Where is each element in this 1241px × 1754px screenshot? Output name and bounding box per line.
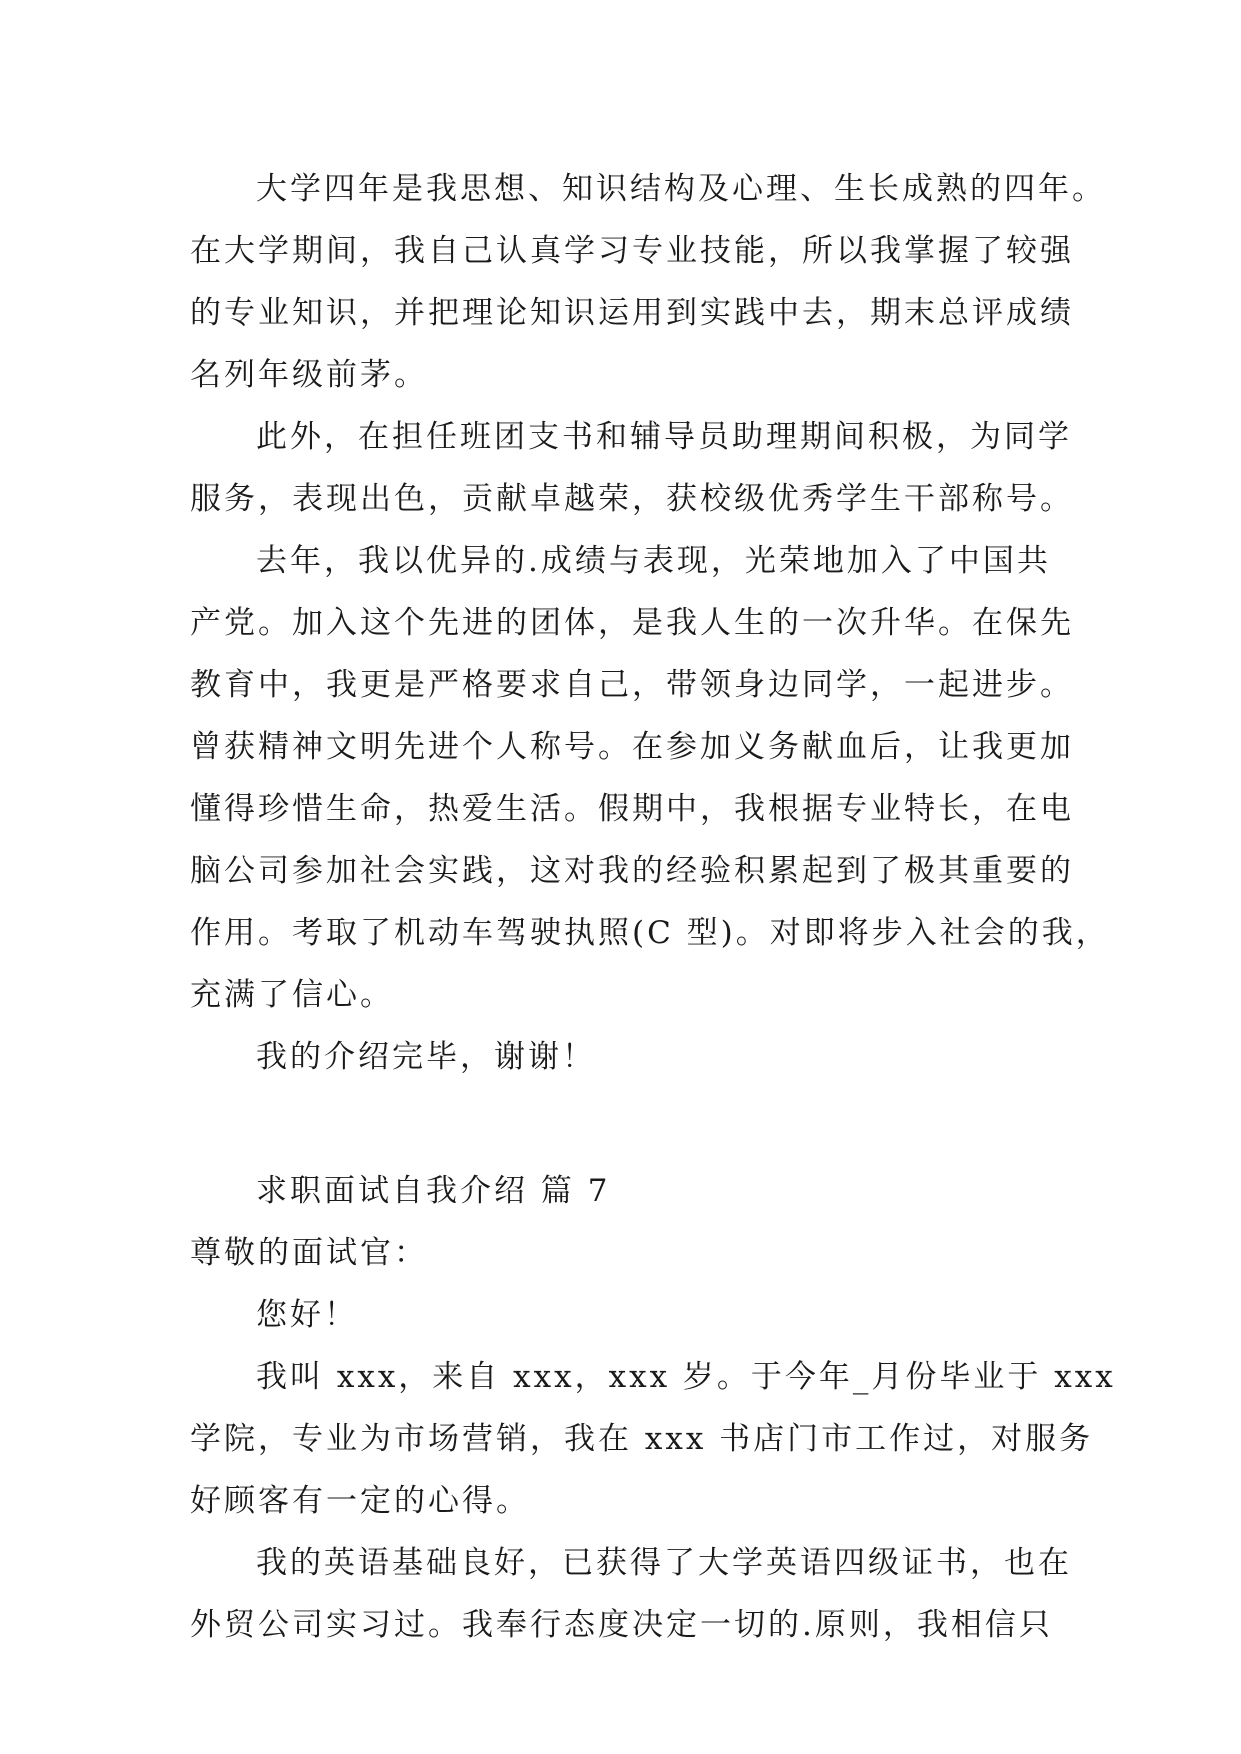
- text-line: 我的英语基础良好，已获得了大学英语四级证书，也在: [256, 1545, 1072, 1581]
- salutation: 尊敬的面试官：: [190, 1235, 428, 1271]
- text-line: 我叫 xxx，来自 xxx，xxx 岁。于今年_月份毕业于 xxx: [256, 1359, 1116, 1395]
- paragraph-party-membership: [190, 530, 1110, 1026]
- paragraph-class-duties: [190, 406, 1080, 530]
- text-line: 教育中，我更是严格要求自己，带领身边同学，一起进步。: [190, 667, 1074, 703]
- paragraph-self-intro: [190, 1346, 1116, 1532]
- text-line: 作用。考取了机动车驾驶执照(C 型)。对即将步入社会的我，: [190, 915, 1110, 951]
- text-line: 名列年级前茅。: [190, 357, 428, 393]
- section-gap: [190, 1088, 1080, 1160]
- text-line: 曾获精神文明先进个人称号。在参加义务献血后，让我更加: [190, 729, 1074, 765]
- text-line: 脑公司参加社会实践，这对我的经验积累起到了极其重要的: [190, 853, 1074, 889]
- document-body: [190, 158, 1116, 1656]
- text-line: 去年，我以优异的.成绩与表现，光荣地加入了中国共: [256, 543, 1051, 579]
- text-line: 充满了信心。: [190, 977, 394, 1013]
- text-line: 外贸公司实习过。我奉行态度决定一切的.原则，我相信只: [190, 1607, 1053, 1643]
- text-line: 我的介绍完毕，谢谢！: [256, 1039, 596, 1075]
- text-line: 在大学期间，我自己认真学习专业技能，所以我掌握了较强: [190, 233, 1074, 269]
- text-line: 产党。加入这个先进的团体，是我人生的一次升华。在保先: [190, 605, 1074, 641]
- paragraph-university-years: [190, 158, 1106, 406]
- text-line: 好顾客有一定的心得。: [190, 1483, 530, 1519]
- text-line: 学院，专业为市场营销，我在 xxx 书店门市工作过，对服务: [190, 1421, 1094, 1457]
- text-line: 的专业知识，并把理论知识运用到实践中去，期末总评成绩: [190, 295, 1074, 331]
- section-title: 求职面试自我介绍 篇 7: [256, 1173, 611, 1209]
- text-line: 懂得珍惜生命，热爱生活。假期中，我根据专业特长，在电: [190, 791, 1074, 827]
- text-line: 此外，在担任班团支书和辅导员助理期间积极，为同学: [256, 419, 1072, 455]
- paragraph-english-skills: [190, 1532, 1080, 1656]
- text-line: 服务，表现出色，贡献卓越荣，获校级优秀学生干部称号。: [190, 481, 1074, 517]
- paragraph-closing: [190, 1026, 1080, 1088]
- greeting: 您好！: [256, 1297, 358, 1333]
- text-line: 大学四年是我思想、知识结构及心理、生长成熟的四年。: [256, 171, 1106, 207]
